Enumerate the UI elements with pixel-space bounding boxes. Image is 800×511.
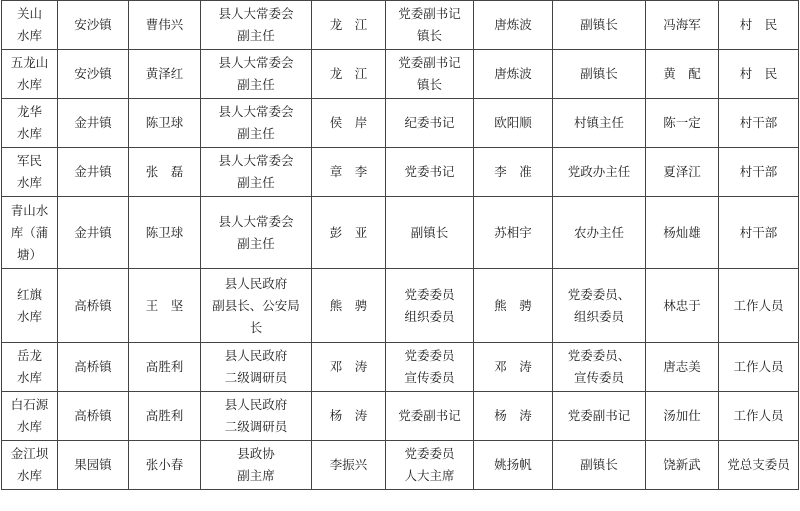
reservoir-name-line: 水库: [16, 126, 42, 141]
responsible-person-title-line: 工作人员: [733, 408, 784, 423]
table-row: [2, 148, 799, 197]
village-leader-title-cell: [553, 1, 646, 50]
responsible-person-name-cell: [646, 197, 719, 269]
responsible-person-title-line: 党总支委员: [727, 457, 790, 472]
village-leader-title-cell: [553, 50, 646, 99]
town-name-cell: [58, 99, 129, 148]
town-name-cell: [58, 1, 129, 50]
county-leader-title-cell: [201, 343, 312, 392]
responsible-person-title-cell: [719, 269, 799, 343]
town-leader-title-line: 党委委员: [404, 446, 455, 461]
town-leader-name-line: 侯 岸: [329, 115, 368, 130]
county-leader-name-line: 高胜利: [145, 408, 184, 423]
reservoir-name-line: 白石源: [10, 397, 49, 412]
town-name-line: 果园镇: [74, 457, 112, 472]
village-leader-title-cell: [553, 269, 646, 343]
county-leader-title-cell: [201, 392, 312, 441]
responsible-person-title-cell: [719, 1, 799, 50]
town-leader-name-line: 章 李: [329, 164, 368, 179]
town-name-line: 安沙镇: [74, 17, 112, 32]
responsible-person-name-cell: [646, 269, 719, 343]
reservoir-name-line: 龙华: [16, 104, 42, 119]
town-leader-name-cell: [312, 269, 386, 343]
reservoir-name-cell: [2, 99, 58, 148]
county-leader-title-line: 副主席: [237, 468, 275, 483]
responsible-person-name-cell: [646, 50, 719, 99]
county-leader-name-line: 黄泽红: [145, 66, 184, 81]
village-leader-title-line: 党委副书记: [567, 408, 631, 423]
responsible-person-name-line: 饶新武: [663, 457, 701, 472]
county-leader-title-cell: [201, 99, 312, 148]
village-leader-title-line: 副镇长: [580, 66, 618, 81]
responsible-person-name-line: 汤加仕: [663, 408, 701, 423]
county-leader-title-line: 县政协: [237, 446, 275, 461]
county-leader-name-cell: [129, 343, 201, 392]
reservoir-name-line: 军民: [16, 153, 42, 168]
town-leader-title-line: 党委副书记: [398, 55, 461, 70]
reservoir-name-line: 水库: [16, 419, 42, 434]
reservoir-name-cell: [2, 148, 58, 197]
reservoir-name-line: 水库: [16, 468, 42, 483]
county-leader-name-line: 王 坚: [145, 297, 184, 313]
village-leader-name-line: 邓 涛: [494, 359, 532, 374]
responsible-person-name-cell: [646, 392, 719, 441]
town-leader-title-line: 党委副书记: [398, 6, 461, 21]
county-leader-name-line: 张小春: [145, 457, 184, 472]
town-leader-name-line: 熊 骋: [329, 297, 368, 313]
town-leader-title-cell: [386, 99, 474, 148]
village-leader-name-cell: [474, 441, 553, 490]
table-body: [2, 1, 799, 490]
responsible-person-name-line: 黄 配: [663, 66, 701, 81]
village-leader-title-line: 宣传委员: [573, 370, 624, 385]
responsible-person-name-line: 杨灿雄: [663, 224, 701, 240]
reservoir-name-line: 水库: [16, 28, 42, 43]
table-row: [2, 1, 799, 50]
town-name-cell: [58, 197, 129, 269]
village-leader-title-cell: [553, 99, 646, 148]
village-leader-title-cell: [553, 148, 646, 197]
town-leader-title-line: 党委委员: [404, 286, 455, 302]
county-leader-name-line: 陈卫球: [145, 115, 184, 130]
responsible-person-name-line: 唐志美: [663, 359, 701, 374]
town-leader-title-cell: [386, 441, 474, 490]
county-leader-title-line: 县人大常委会: [218, 104, 294, 119]
town-leader-title-cell: [386, 1, 474, 50]
reservoir-name-cell: [2, 343, 58, 392]
town-leader-title-cell: [386, 392, 474, 441]
town-leader-title-line: 人大主席: [404, 468, 455, 483]
responsible-person-name-cell: [646, 148, 719, 197]
responsible-person-title-line: 村 民: [739, 66, 778, 81]
county-leader-name-cell: [129, 197, 201, 269]
town-name-line: 金井镇: [74, 224, 112, 240]
county-leader-title-cell: [201, 1, 312, 50]
village-leader-name-cell: [474, 99, 553, 148]
responsible-person-title-cell: [719, 50, 799, 99]
reservoir-name-cell: [2, 269, 58, 343]
county-leader-title-line: 副主任: [237, 175, 275, 190]
village-leader-name-cell: [474, 197, 553, 269]
town-leader-title-line: 党委副书记: [398, 408, 461, 423]
county-leader-name-cell: [129, 392, 201, 441]
county-leader-title-line: 副主任: [237, 235, 275, 251]
responsible-person-name-line: 陈一定: [663, 115, 701, 130]
reservoir-name-line: 红旗: [16, 286, 42, 302]
town-leader-title-cell: [386, 148, 474, 197]
town-leader-title-cell: [386, 269, 474, 343]
village-leader-name-line: 唐炼波: [494, 17, 532, 32]
responsible-person-name-line: 林忠于: [663, 297, 701, 313]
reservoir-name-line: 金江坝: [10, 446, 49, 461]
village-leader-title-cell: [553, 441, 646, 490]
reservoir-name-line: 水库: [16, 175, 42, 190]
responsible-person-title-cell: [719, 197, 799, 269]
town-leader-title-line: 副镇长: [410, 224, 449, 240]
village-leader-name-line: 姚扬帆: [494, 457, 532, 472]
responsible-person-name-cell: [646, 441, 719, 490]
town-leader-name-cell: [312, 99, 386, 148]
village-leader-name-cell: [474, 1, 553, 50]
town-leader-name-cell: [312, 1, 386, 50]
town-name-line: 金井镇: [74, 164, 112, 179]
county-leader-title-cell: [201, 50, 312, 99]
village-leader-title-cell: [553, 197, 646, 269]
responsible-person-name-cell: [646, 1, 719, 50]
reservoir-name-cell: [2, 197, 58, 269]
table-row: [2, 392, 799, 441]
reservoir-name-cell: [2, 441, 58, 490]
table-row: [2, 50, 799, 99]
town-leader-title-cell: [386, 343, 474, 392]
county-leader-name-cell: [129, 269, 201, 343]
town-name-line: 高桥镇: [74, 408, 112, 423]
county-leader-title-line: 县人民政府: [224, 275, 288, 291]
town-name-line: 安沙镇: [74, 66, 112, 81]
county-leader-title-line: 二级调研员: [224, 370, 288, 385]
village-leader-name-line: 欧阳顺: [494, 115, 532, 130]
responsible-person-title-line: 工作人员: [733, 297, 784, 313]
village-leader-name-line: 苏相宇: [494, 224, 532, 240]
reservoir-name-line: 塘）: [16, 246, 42, 262]
county-leader-title-line: 县人大常委会: [218, 6, 294, 21]
reservoir-name-line: 库（蒲: [10, 224, 49, 240]
county-leader-name-cell: [129, 99, 201, 148]
responsible-person-title-line: 村 民: [739, 17, 778, 32]
responsible-person-name-line: 夏泽江: [663, 164, 701, 179]
town-leader-title-line: 纪委书记: [404, 115, 455, 130]
town-leader-title-line: 党委书记: [404, 164, 455, 179]
village-leader-name-cell: [474, 50, 553, 99]
county-leader-title-line: 县人民政府: [224, 397, 288, 412]
village-leader-name-line: 李 准: [494, 164, 532, 179]
town-leader-title-line: 镇长: [416, 28, 442, 43]
town-leader-name-line: 龙 江: [329, 66, 368, 81]
town-leader-name-line: 彭 亚: [329, 224, 368, 240]
county-leader-title-cell: [201, 148, 312, 197]
responsible-person-title-line: 村干部: [739, 224, 778, 240]
town-leader-name-line: 龙 江: [329, 17, 368, 32]
town-leader-title-cell: [386, 50, 474, 99]
village-leader-name-line: 杨 涛: [494, 408, 532, 423]
village-leader-name-cell: [474, 343, 553, 392]
village-leader-title-line: 副镇长: [580, 17, 618, 32]
town-leader-name-cell: [312, 441, 386, 490]
responsible-person-title-cell: [719, 392, 799, 441]
village-leader-title-line: 农办主任: [573, 224, 624, 240]
responsible-person-name-cell: [646, 343, 719, 392]
table-row: [2, 441, 799, 490]
county-leader-title-line: 副主任: [237, 126, 275, 141]
table-row: [2, 99, 799, 148]
responsible-person-title-line: 村干部: [739, 115, 778, 130]
reservoir-name-line: 五龙山: [10, 55, 49, 70]
town-leader-name-cell: [312, 392, 386, 441]
reservoir-name-cell: [2, 1, 58, 50]
village-leader-title-line: 党政办主任: [567, 164, 631, 179]
responsible-person-title-cell: [719, 99, 799, 148]
county-leader-name-line: 曹伟兴: [145, 17, 184, 32]
county-leader-title-cell: [201, 441, 312, 490]
town-leader-title-line: 党委委员: [404, 348, 455, 363]
village-leader-title-line: 组织委员: [573, 308, 624, 324]
county-leader-name-cell: [129, 50, 201, 99]
table-row: [2, 343, 799, 392]
town-leader-title-cell: [386, 197, 474, 269]
reservoir-name-line: 水库: [16, 370, 42, 385]
county-leader-name-cell: [129, 1, 201, 50]
town-name-line: 高桥镇: [74, 297, 112, 313]
county-leader-title-line: 县人大常委会: [218, 153, 294, 168]
town-name-line: 金井镇: [74, 115, 112, 130]
county-leader-title-line: 副县长、公安局: [212, 297, 300, 313]
town-name-line: 高桥镇: [74, 359, 112, 374]
county-leader-title-line: 副主任: [237, 77, 275, 92]
reservoir-name-line: 关山: [16, 6, 42, 21]
county-leader-title-cell: [201, 269, 312, 343]
town-leader-name-cell: [312, 50, 386, 99]
county-leader-name-line: 张 磊: [145, 164, 184, 179]
town-leader-title-line: 镇长: [416, 77, 442, 92]
village-leader-title-line: 党委委员、: [567, 286, 631, 302]
county-leader-name-cell: [129, 441, 201, 490]
town-name-cell: [58, 269, 129, 343]
responsible-person-title-cell: [719, 343, 799, 392]
village-leader-name-cell: [474, 148, 553, 197]
responsible-person-name-line: 冯海军: [663, 17, 701, 32]
responsible-person-title-line: 村干部: [739, 164, 778, 179]
reservoir-name-line: 青山水: [10, 202, 49, 218]
county-leader-name-line: 陈卫球: [145, 224, 184, 240]
reservoir-name-cell: [2, 392, 58, 441]
town-name-cell: [58, 50, 129, 99]
table-row: [2, 197, 799, 269]
county-leader-title-line: 县人大常委会: [218, 55, 294, 70]
county-leader-title-cell: [201, 197, 312, 269]
table-row: [2, 269, 799, 343]
village-leader-title-line: 党委委员、: [567, 348, 631, 363]
reservoir-name-line: 水库: [16, 308, 42, 324]
responsible-person-name-cell: [646, 99, 719, 148]
village-leader-name-line: 熊 骋: [494, 297, 532, 313]
town-leader-title-line: 组织委员: [404, 308, 455, 324]
town-leader-name-line: 杨 涛: [329, 408, 368, 423]
reservoir-name-line: 水库: [16, 77, 42, 92]
responsible-person-title-cell: [719, 148, 799, 197]
reservoir-name-cell: [2, 50, 58, 99]
town-leader-title-line: 宣传委员: [404, 370, 455, 385]
town-name-cell: [58, 148, 129, 197]
town-name-cell: [58, 343, 129, 392]
county-leader-title-line: 县人民政府: [224, 348, 288, 363]
town-leader-name-line: 李振兴: [329, 457, 368, 472]
village-leader-title-cell: [553, 343, 646, 392]
reservoir-name-line: 岳龙: [16, 348, 42, 363]
village-leader-name-cell: [474, 392, 553, 441]
village-leader-name-cell: [474, 269, 553, 343]
town-leader-name-cell: [312, 343, 386, 392]
responsible-person-title-cell: [719, 441, 799, 490]
county-leader-title-line: 副主任: [237, 28, 275, 43]
town-name-cell: [58, 441, 129, 490]
county-leader-name-cell: [129, 148, 201, 197]
county-leader-name-line: 高胜利: [145, 359, 184, 374]
county-leader-title-line: 长: [249, 319, 263, 335]
table-grid: [1, 0, 799, 490]
village-leader-title-line: 村镇主任: [573, 115, 624, 130]
village-leader-name-line: 唐炼波: [494, 66, 532, 81]
town-name-cell: [58, 392, 129, 441]
responsible-person-title-line: 工作人员: [733, 359, 784, 374]
town-leader-name-cell: [312, 197, 386, 269]
county-leader-title-line: 县人大常委会: [218, 213, 294, 229]
town-leader-name-cell: [312, 148, 386, 197]
village-leader-title-cell: [553, 392, 646, 441]
county-leader-title-line: 二级调研员: [224, 419, 288, 434]
village-leader-title-line: 副镇长: [580, 457, 618, 472]
town-leader-name-line: 邓 涛: [329, 359, 368, 374]
